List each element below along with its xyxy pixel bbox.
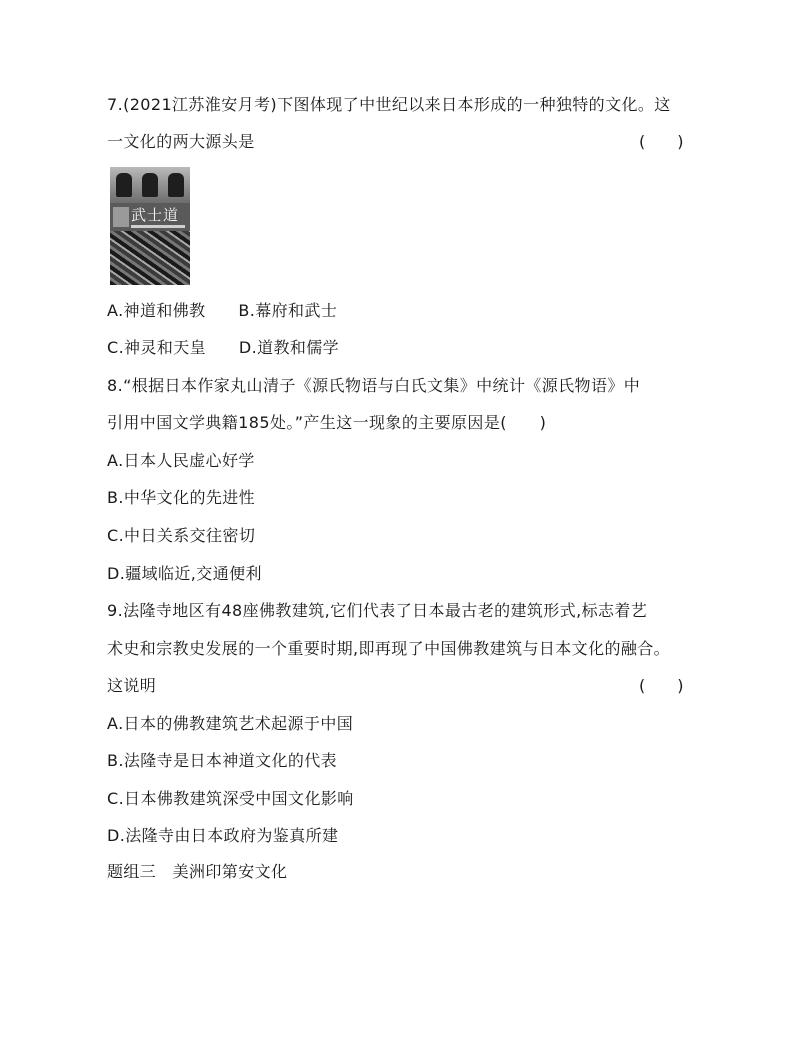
q9-option-b: B.法隆寺是日本神道文化的代表 — [107, 751, 338, 770]
q9-option-a: A.日本的佛教建筑艺术起源于中国 — [107, 714, 354, 733]
rider-silhouette — [142, 173, 158, 197]
q8-option-d: D.疆域临近,交通便利 — [107, 564, 262, 583]
cover-title: 武士道 — [131, 206, 180, 224]
q8-stem-line-1: 8.“根据日本作家丸山清子《源氏物语与白氏文集》中统计《源氏物语》中 — [107, 376, 641, 395]
q7-answer-bracket: ( ) — [639, 132, 684, 151]
q9-stem-line-1: 9.法隆寺地区有48座佛教建筑,它们代表了日本最古老的建筑形式,标志着艺 — [107, 601, 648, 620]
q9-option-c: C.日本佛教建筑深受中国文化影响 — [107, 789, 354, 808]
rider-silhouette — [116, 173, 132, 197]
cover-subtitle-rule — [131, 225, 185, 228]
cover-illustration — [110, 231, 190, 285]
cover-seal — [113, 207, 129, 227]
q9-answer-bracket: ( ) — [639, 676, 684, 695]
q8-stem-line-2: 引用中国文学典籍185处。”产生这一现象的主要原因是( ) — [107, 413, 547, 432]
q8-option-b: B.中华文化的先进性 — [107, 488, 256, 507]
section-heading: 题组三 美洲印第安文化 — [107, 862, 288, 881]
bushido-book-cover-image — [110, 167, 190, 285]
q9-option-d: D.法隆寺由日本政府为鉴真所建 — [107, 826, 339, 845]
rider-silhouette — [168, 173, 184, 197]
q7-options-row-2: C.神灵和天皇 D.道教和儒学 — [107, 338, 340, 357]
q7-stem-line-2: 一文化的两大源头是 — [107, 132, 255, 151]
q9-stem-line-3: 这说明 — [107, 676, 157, 695]
q8-option-c: C.中日关系交往密切 — [107, 526, 256, 545]
q8-option-a: A.日本人民虚心好学 — [107, 451, 255, 470]
q7-stem-line-1: 7.(2021江苏淮安月考)下图体现了中世纪以来日本形成的一种独特的文化。这 — [107, 95, 671, 114]
q9-stem-line-2: 术史和宗教史发展的一个重要时期,即再现了中国佛教建筑与日本文化的融合。 — [107, 639, 671, 658]
q7-options-row-1: A.神道和佛教 B.幕府和武士 — [107, 301, 338, 320]
